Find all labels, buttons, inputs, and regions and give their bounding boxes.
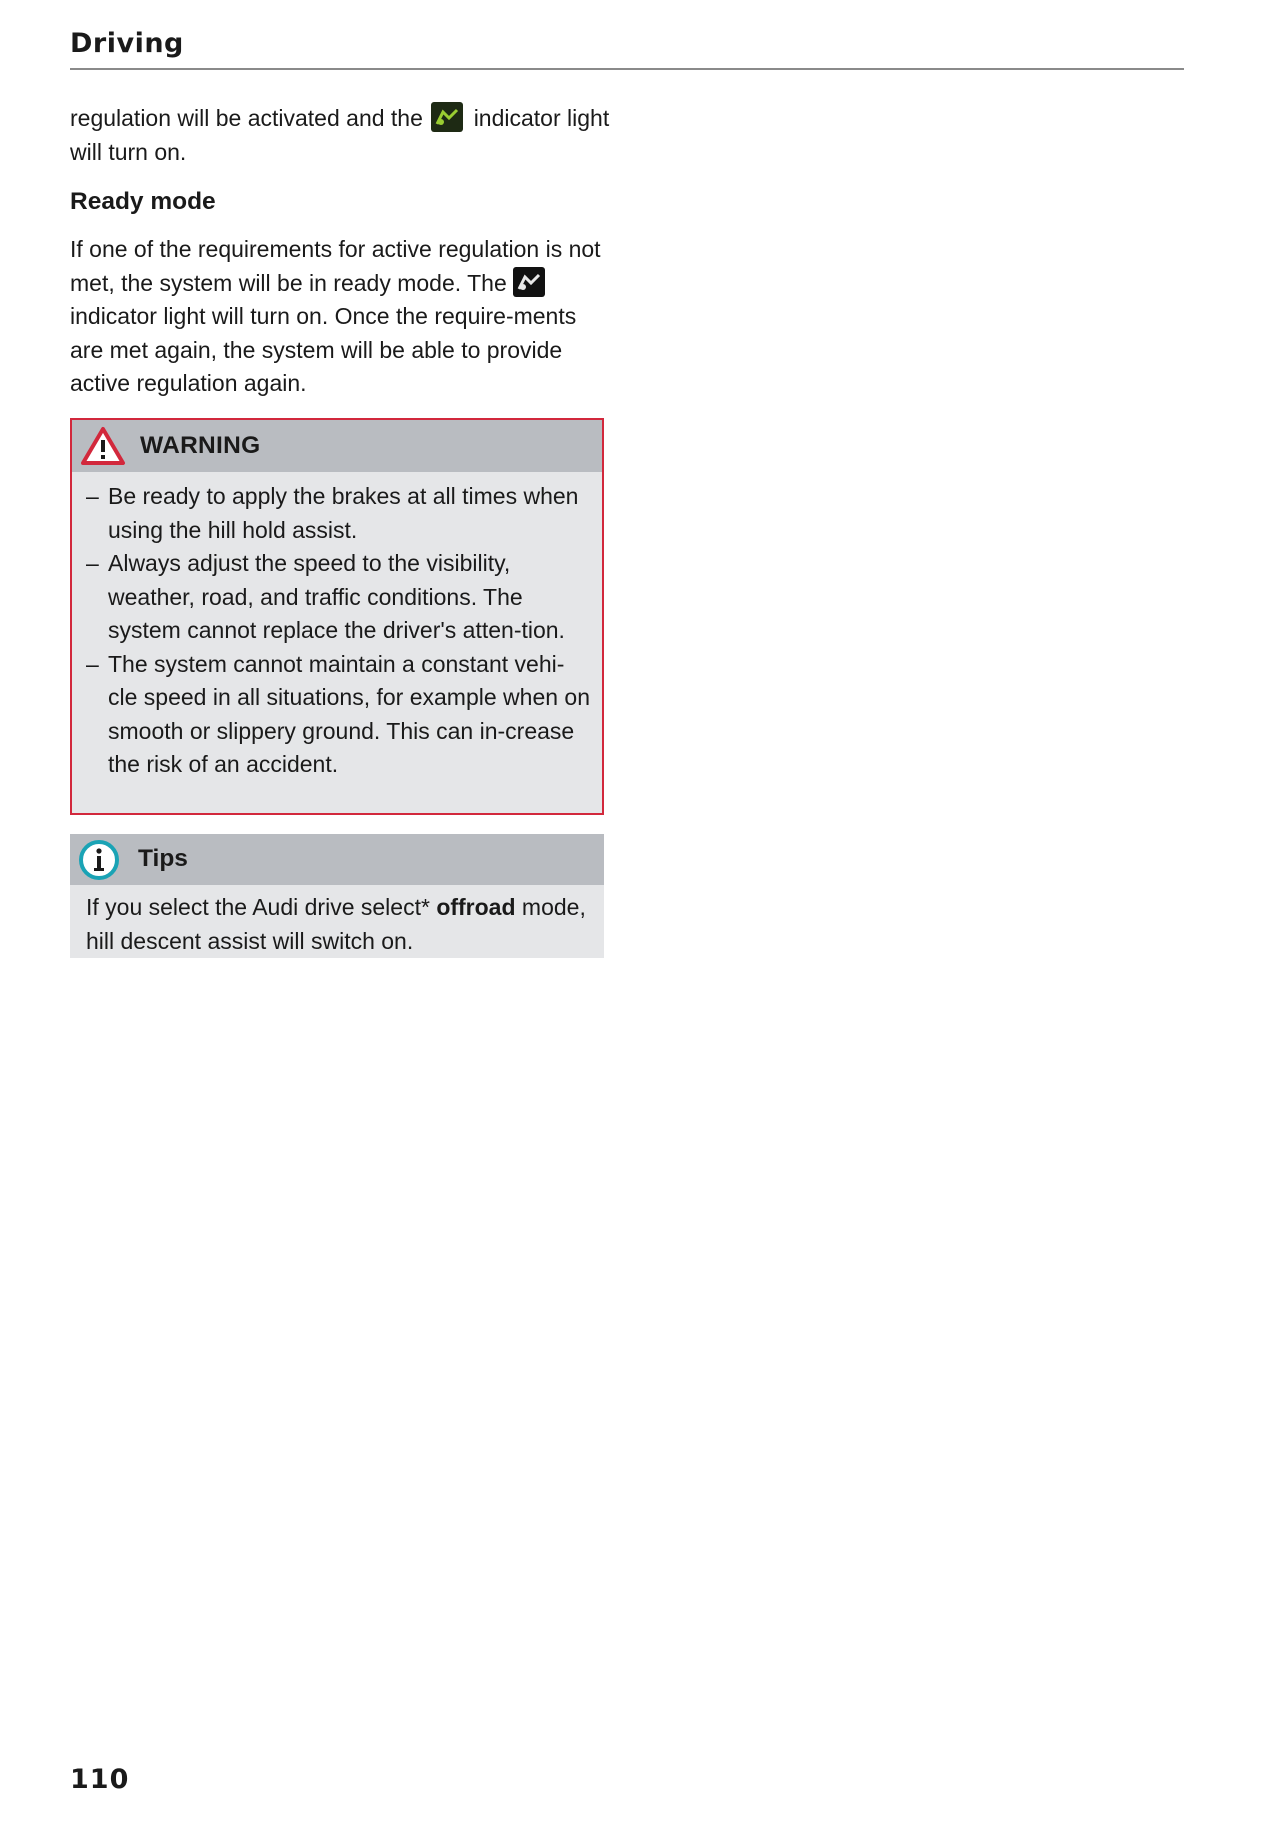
tips-text — [70, 885, 604, 958]
warning-item: – Always adjust the speed to the visibility, weather, road, and traffic conditions. The system cannot replace the driver's atten-tion. — [86, 550, 565, 643]
hill-descent-active-icon — [431, 102, 463, 132]
warning-header — [72, 420, 602, 472]
ready-mode-paragraph — [70, 233, 610, 401]
page-section-title: Driving — [70, 28, 184, 59]
tips-title: Tips — [138, 845, 188, 872]
warning-list — [72, 472, 602, 782]
warning-triangle-icon — [80, 426, 126, 471]
ready-mode-heading: Ready mode — [70, 188, 216, 215]
tips-text-start: If you select the Audi drive select* — [86, 894, 437, 920]
warning-item-text: The system cannot maintain a constant vehi-cle speed in all situations, for example when on smooth or slippery ground. This can in-crease the risk of an accident. — [108, 650, 591, 777]
tips-bold-text: offroad — [436, 894, 516, 920]
header-divider — [70, 68, 1184, 70]
warning-item-text: Be ready to apply the brakes at all times when using the hill hold assist. — [108, 483, 579, 543]
tips-header — [70, 834, 604, 885]
warning-title: WARNING — [140, 432, 261, 459]
ready-mode-text-start: If one of the requirements for active regulation is not met, the system will be in ready mode. The — [70, 236, 601, 296]
warning-item: – The system cannot maintain a constant vehi-cle speed in all situations, for example when on smooth or slippery ground. This can in-crease the risk of an accident. — [86, 650, 591, 777]
intro-text-start: regulation will be activated and the — [70, 105, 423, 131]
ready-mode-text-end: indicator light will turn on. Once the require-ments are met again, the system will be able to provide active regulation again. — [70, 303, 577, 396]
warning-item-text: Always adjust the speed to the visibility, weather, road, and traffic conditions. The system cannot replace the driver's atten-tion. — [108, 550, 565, 643]
hill-descent-ready-icon — [513, 267, 545, 297]
tips-text-end: mode, hill descent assist will switch on. — [86, 894, 586, 954]
tips-box — [70, 834, 604, 958]
info-circle-icon — [78, 839, 120, 886]
warning-box — [70, 418, 604, 815]
intro-text-end: indicator light will turn on. — [70, 105, 610, 165]
warning-item: – Be ready to apply the brakes at all times when using the hill hold assist. — [86, 483, 579, 543]
intro-paragraph — [70, 102, 610, 169]
page-number: 110 — [70, 1764, 130, 1795]
